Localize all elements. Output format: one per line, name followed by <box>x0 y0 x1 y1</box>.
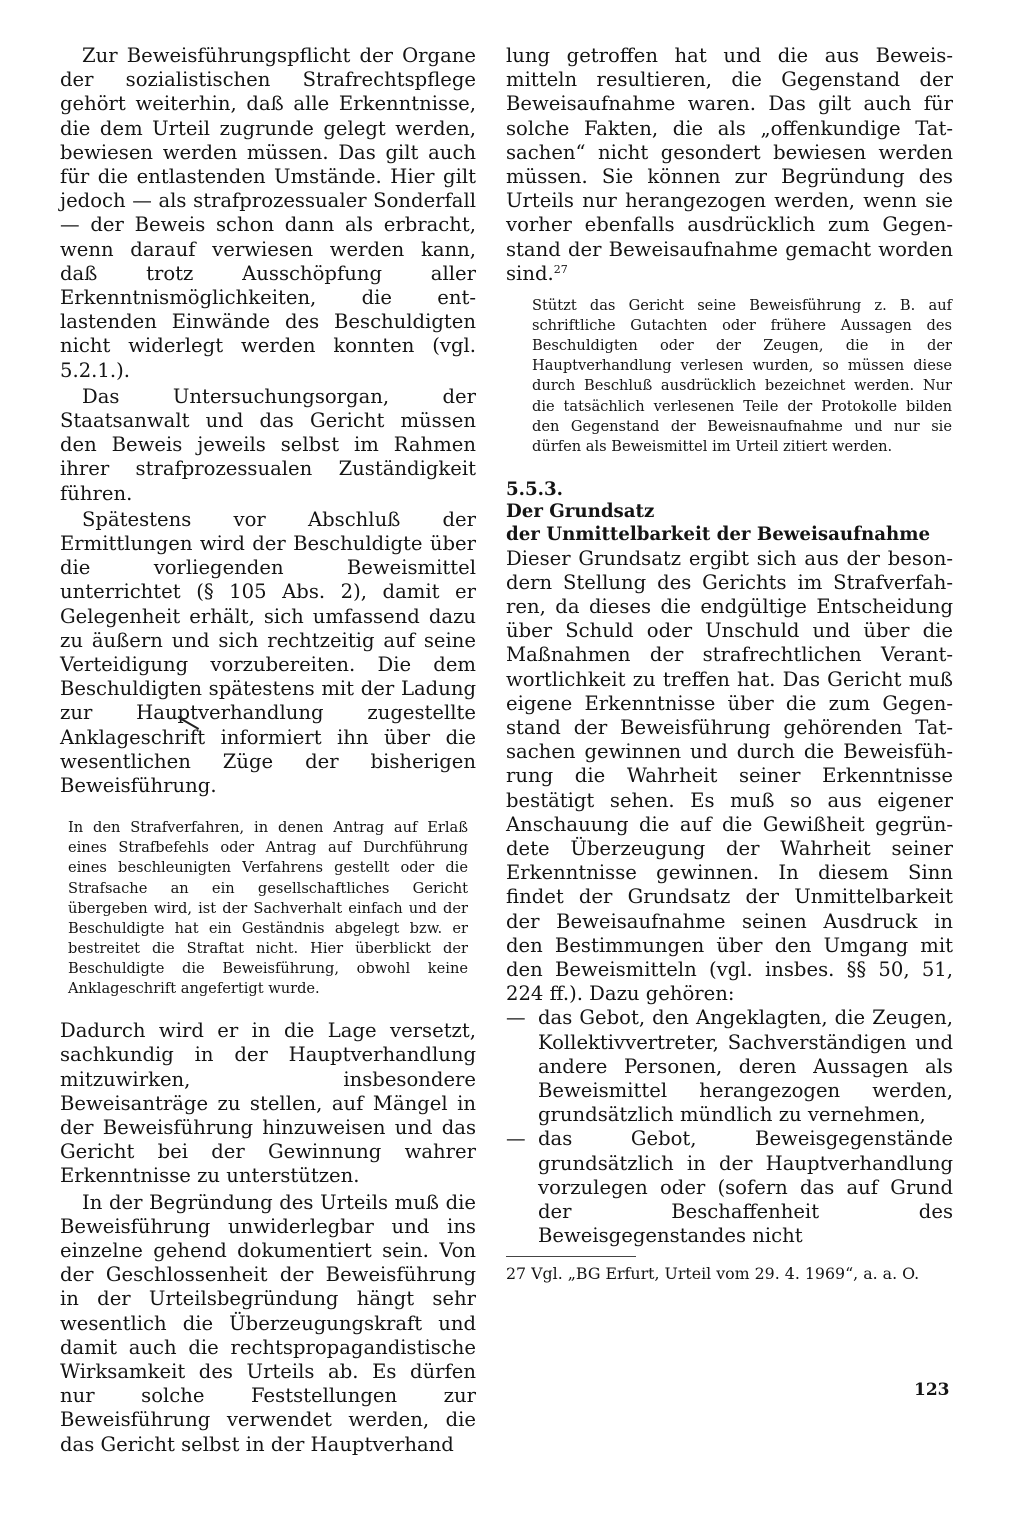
paragraph: Dadurch wird er in die Lage versetzt, sachkundig in der Hauptverhandlung mitzuwirken, insbesondere Beweisanträge zu stellen, auf Mängel in der Beweisführung hinzuweisen und das Gericht bei der Gewinnung wahrer Erkenntnisse zu unterstützen. <box>60 1019 476 1188</box>
list-item-text: das Gebot, Beweisgegenstände grundsätzlich in der Hauptverhandlung vorzulegen oder (sofern das auf Grund der Beschaffenheit des Beweisgegenstandes nicht <box>538 1127 953 1248</box>
paragraph: Zur Beweisführungspflicht der Organe der sozialistischen Strafrechtspflege gehört weiterhin, daß alle Erkenntnisse, die dem Urteil zugrunde gelegt werden, bewiesen werden müssen. Das gilt auch für die entlastenden Umstände. Hier gilt jedoch — als strafprozessualer Sonderfall — der Beweis schon dann als erbracht, wenn darauf verwiesen werden kann, daß trotz Ausschöpfung aller Erkenntnismöglichkeiten, die entlastenden Einwände des Beschuldigten nicht widerlegt werden konnten (vgl. 5.2.1.). <box>60 44 476 382</box>
page-number: 123 <box>914 1380 950 1400</box>
right-column <box>506 44 953 1285</box>
list-item <box>506 1127 953 1248</box>
paragraph: In der Begründung des Urteils muß die Beweisführung unwiderlegbar und ins einzelne gehend dokumentiert sein. Von der Geschlossenheit der Beweisführung in der Urteilsbegründung hängt sehr wesentlich die Überzeugungskraft und damit auch die rechtspropagandistische Wirksamkeit des Urteils ab. Es dürfen nur solche Feststellungen zur Beweisführung verwendet werden, die das Gericht selbst in der Hauptverhand <box>60 1190 476 1456</box>
footnote-rule <box>506 1256 636 1257</box>
dash-bullet: — <box>506 1006 526 1030</box>
dash-list <box>506 1006 953 1248</box>
footnote-ref: 27 <box>553 262 568 276</box>
section-title-line-1: Der Grundsatz <box>506 501 655 523</box>
paragraph: Spätestens vor Abschluß der Ermittlungen wird der Beschuldigte über die vorliegenden Beweismittel unterrichtet (§ 105 Abs. 2), damit er Gelegenheit erhält, sich umfassend dazu zu äußern und sich rechtzeitig auf seine Verteidigung vorzubereiten. Die dem Beschuldigten spätestens mit der Ladung zur Hauptverhandlung zugestellte Anklageschrift informiert ihn über die wesentlichen Züge der bisherigen Beweisführung. <box>60 507 476 798</box>
dash-bullet: — <box>506 1127 526 1151</box>
paragraph: Dieser Grundsatz ergibt sich aus der besondern Stellung des Gerichts im Strafverfahren, da dieses die endgültige Entscheidung über Schuld oder Unschuld und über die Maßnahmen der strafrechtlichen Verantwortlichkeit zu treffen hat. Das Gericht muß eigene Erkenntnisse über die zum Gegenstand der Beweisführung gehörenden Tatsachen gewinnen und durch die Beweisführung die Wahrheit seiner Erkenntnisse bestätigt sehen. Es muß so aus eigener Anschauung die auf die Gewißheit gegründete Überzeugung der Wahrheit seiner Erkenntnisse gewinnen. In diesem Sinn findet der Grundsatz der Unmittelbarkeit der Beweisaufnahme seinen Ausdruck in den Bestimmungen über den Umgang mit den Beweismitteln (vgl. insbes. §§ 50, 51, 224 ff.). Dazu gehören: <box>506 546 953 1006</box>
left-column <box>60 44 476 1457</box>
section-number: 5.5.3. <box>506 478 563 500</box>
list-item-text: das Gebot, den Angeklagten, die Zeugen, Kollektivvertreter, Sachverständigen und andere Personen, deren Aussagen als Beweismittel herangezogen werden, grundsätzlich mündlich zu vernehmen, <box>538 1006 953 1127</box>
paragraph-text: lung getroffen hat und die aus Beweismitteln resultieren, die Gegenstand der Beweisaufnahme waren. Das gilt auch für solche Fakten, die als „offenkundige Tatsachen“ nicht gesondert bewiesen werden müssen. Sie können zur Begründung des Urteils nur herangezogen werden, wenn sie vorher ebenfalls ausdrücklich zum Gegenstand der Beweisaufnahme gemacht worden sind. <box>506 44 953 285</box>
list-item <box>506 1006 953 1127</box>
section-heading <box>506 479 953 547</box>
paragraph: Das Untersuchungsorgan, der Staatsanwalt und das Gericht müssen den Beweis jeweils selbst im Rahmen ihrer strafprozessualen Zuständigkeit führen. <box>60 384 476 505</box>
small-note: In den Strafverfahren, in denen Antrag auf Erlaß eines Strafbefehls oder Antrag auf Durchführung eines beschleunigten Verfahrens gestellt oder die Strafsache an ein gesellschaftliches Gericht übergeben wird, ist der Sachverhalt einfach und der Beschuldigte hat ein Geständnis abgelegt bzw. er bestreitet die Straftat nicht. Hier überblickt der Beschuldigte die Beweisführung, obwohl keine Anklageschrift angefertigt wurde. <box>68 819 468 998</box>
footnote: 27 Vgl. „BG Erfurt, Urteil vom 29. 4. 1969“, a. a. O. <box>506 1264 920 1284</box>
paragraph <box>506 44 953 286</box>
small-note: Stützt das Gericht seine Beweisführung z. B. auf schriftliche Gutachten oder frühere Aussagen des Beschuldigten oder der Zeugen, die in der Hauptverhandlung verlesen wurden, so müssen diese durch Beschluß ausdrücklich bezeichnet werden. Nur die tatsächlich verlesenen Teile der Protokolle bilden den Gegenstand der Beweisnaufnahme und nur sie dürfen als Beweismittel im Urteil zitiert werden. <box>532 297 952 455</box>
section-title-line-2: der Unmittelbarkeit der Beweisaufnahme <box>506 523 931 545</box>
